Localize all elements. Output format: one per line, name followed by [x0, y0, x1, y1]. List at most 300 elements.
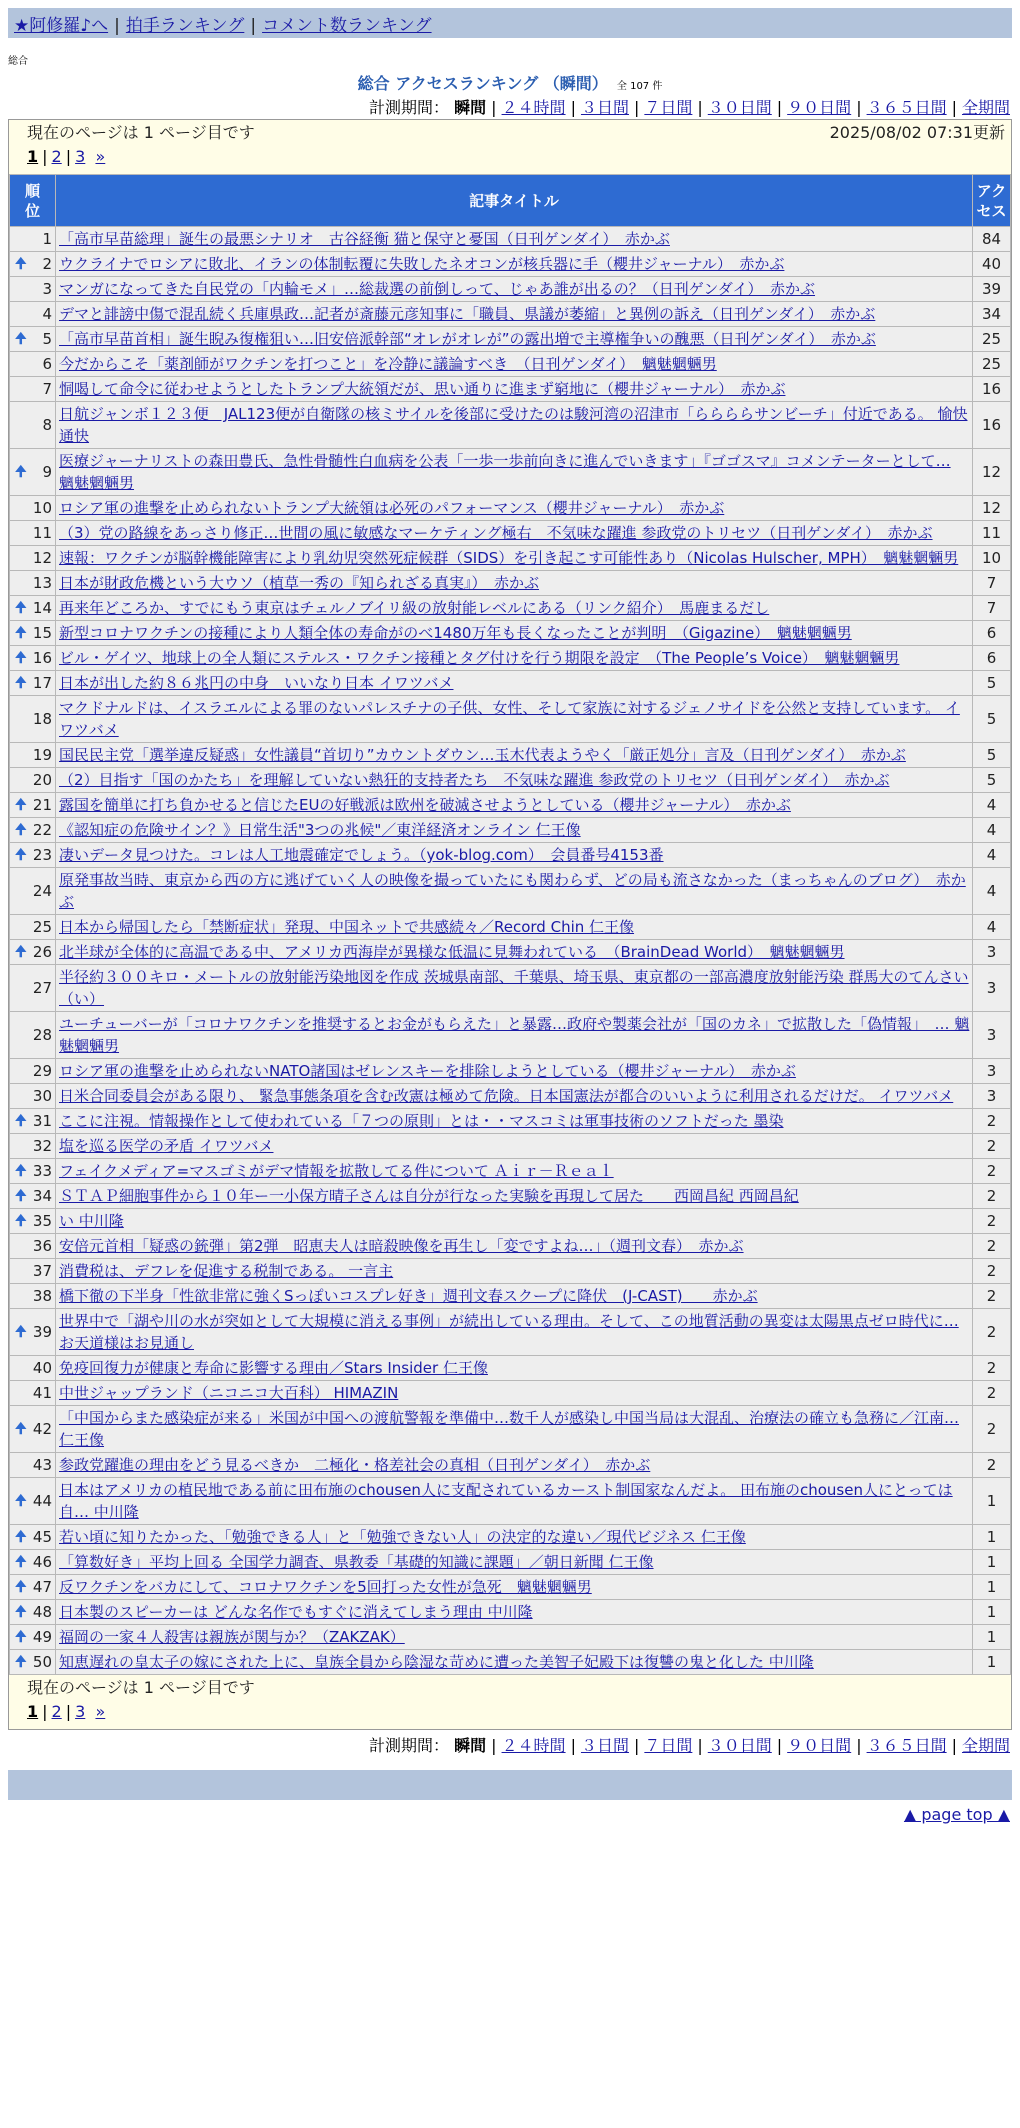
up-arrow-icon: 🠉 [15, 1554, 27, 1570]
rank-number: 33 [32, 1162, 52, 1180]
period-separator: | [776, 1736, 783, 1755]
period-30d[interactable]: ３０日間 [707, 1736, 772, 1755]
rank-cell [10, 621, 56, 646]
table-row [10, 1575, 1011, 1600]
article-link[interactable]: 日本から帰国したら「禁断症状」発現、中国ネットで共感続々／Record Chin 仁王像 [59, 918, 635, 936]
header-rank-label: 順位 [24, 181, 40, 220]
header-title: 記事タイトル [56, 175, 973, 227]
article-link[interactable]: 知恵遅れの皇太子の嫁にされた上に、皇族全員から陰湿な苛めに遭った美智子妃殿下は復讐の鬼と化した 中川隆 [59, 1653, 814, 1671]
table-row [10, 743, 1011, 768]
article-link[interactable]: 反ワクチンをバカにして、コロナワクチンを5回打った女性が急死 魑魅魍魎男 [59, 1578, 592, 1596]
up-arrow-icon: 🠉 [15, 822, 27, 838]
access-count: 3 [973, 1012, 1011, 1059]
pager-separator: | [42, 147, 48, 166]
article-link[interactable]: 消費税は、デフレを促進する税制である。 一言主 [59, 1262, 394, 1280]
rank-cell [10, 743, 56, 768]
table-row [10, 940, 1011, 965]
pager-current: 1 [27, 147, 39, 166]
table-row [10, 302, 1011, 327]
access-count: 4 [973, 915, 1011, 940]
period-24h[interactable]: ２４時間 [501, 1736, 566, 1755]
article-link[interactable]: 今だからこそ「薬剤師がワクチンを打つこと」を冷静に議論すべき （日刊ゲンダイ） 魑魅魍魎男 [59, 355, 717, 373]
title-cell [56, 1381, 973, 1406]
table-row [10, 1309, 1011, 1356]
rank-number: 47 [32, 1578, 52, 1596]
up-arrow-icon: 🠉 [15, 797, 27, 813]
rank-number: 43 [32, 1456, 52, 1474]
table-row [10, 1134, 1011, 1159]
ranking-table [9, 174, 1011, 1675]
table-row [10, 1550, 1011, 1575]
period-365d[interactable]: ３６５日間 [866, 1736, 947, 1755]
period-365d[interactable]: ３６５日間 [866, 98, 947, 117]
title-cell [56, 1600, 973, 1625]
table-row [10, 965, 1011, 1012]
rank-number: 10 [32, 499, 52, 517]
article-link[interactable]: （2）目指す「国のかたち」を理解していない熱狂的支持者たち 不気味な躍進 参政党のトリセツ（日刊ゲンダイ） 赤かぶ [59, 771, 890, 789]
article-link[interactable]: 橋下徹の下半身「性欲非常に強くSっぽいコスプレ好き」週刊文春スクープに降伏 (J-CAST) 赤かぶ [59, 1287, 758, 1305]
rank-cell [10, 402, 56, 449]
table-row [10, 915, 1011, 940]
article-link[interactable]: 参政党躍進の理由をどう見るべきか 二極化・格差社会の真相（日刊ゲンダイ） 赤かぶ [59, 1456, 651, 1474]
title-cell [56, 496, 973, 521]
rank-number: 22 [32, 821, 52, 839]
title-cell [56, 1356, 973, 1381]
article-link[interactable]: 国民民主党「選挙違反疑惑」女性議員“首切り”カウントダウン…玉木代表ようやく「厳正処分」言及（日刊ゲンダイ） 赤かぶ [59, 746, 906, 764]
article-link[interactable]: 日本製のスピーカーは どんな名作でもすぐに消えてしまう理由 中川隆 [59, 1603, 533, 1621]
access-count: 1 [973, 1575, 1011, 1600]
access-count: 40 [973, 252, 1011, 277]
table-row [10, 1234, 1011, 1259]
rank-cell [10, 965, 56, 1012]
rank-number: 16 [32, 649, 52, 667]
rank-number: 21 [32, 796, 52, 814]
rank-number: 44 [32, 1492, 52, 1510]
pager-bottom [27, 1699, 1003, 1725]
article-link[interactable]: 免疫回復力が健康と寿命に影響する理由／Stars Insider 仁王像 [59, 1359, 488, 1377]
access-count: 16 [973, 377, 1011, 402]
rank-cell [10, 1550, 56, 1575]
clap-ranking-link[interactable]: 拍手ランキング [125, 16, 245, 36]
title-cell [56, 521, 973, 546]
rank-cell [10, 377, 56, 402]
article-link[interactable]: マンガになってきた自民党の「内輪モメ」…総裁選の前倒しって、じゃあ誰が出るの？（日刊ゲンダイ） 赤かぶ [59, 280, 816, 298]
period-all[interactable]: 全期間 [961, 1736, 1010, 1755]
title-cell [56, 1525, 973, 1550]
comment-ranking-link[interactable]: コメント数ランキング [262, 16, 432, 36]
rank-cell [10, 1381, 56, 1406]
rank-cell [10, 1600, 56, 1625]
access-count: 7 [973, 571, 1011, 596]
access-count: 2 [973, 1406, 1011, 1453]
table-row [10, 1084, 1011, 1109]
access-count: 10 [973, 546, 1011, 571]
access-count: 2 [973, 1209, 1011, 1234]
rank-cell [10, 1084, 56, 1109]
period-current: 瞬間 [454, 1736, 487, 1755]
article-link[interactable]: 恫喝して命令に従わせようとしたトランプ大統領だが、思い通りに進まず窮地に（櫻井ジャーナル） 赤かぶ [59, 380, 786, 398]
access-count: 2 [973, 1381, 1011, 1406]
title-cell [56, 915, 973, 940]
article-link[interactable]: （3）党の路線をあっさり修正…世間の風に敏感なマーケティング極右 不気味な躍進 参政党のトリセツ（日刊ゲンダイ） 赤かぶ [59, 524, 933, 542]
rank-number: 20 [32, 771, 52, 789]
rank-cell [10, 252, 56, 277]
rank-number: 34 [32, 1187, 52, 1205]
table-row [10, 1453, 1011, 1478]
access-count: 6 [973, 646, 1011, 671]
access-count: 25 [973, 327, 1011, 352]
title-cell [56, 1234, 973, 1259]
rank-number: 3 [42, 280, 52, 298]
article-link[interactable]: ウクライナでロシアに敗北、イランの体制転覆に失敗したネオコンが核兵器に手（櫻井ジャーナル） 赤かぶ [59, 255, 785, 273]
period-7d[interactable]: ７日間 [644, 98, 693, 117]
pager-page-3[interactable]: 3 [75, 147, 86, 166]
period-current: 瞬間 [454, 98, 487, 117]
article-link[interactable]: 日本はアメリカの植民地である前に田布施のchousen人に支配されているカースト制国家なんだよ。 田布施のchousen人にとっては自… 中川隆 [59, 1481, 953, 1521]
access-count: 6 [973, 621, 1011, 646]
access-count: 1 [973, 1550, 1011, 1575]
title-cell [56, 671, 973, 696]
access-count: 2 [973, 1309, 1011, 1356]
table-row [10, 1600, 1011, 1625]
article-link[interactable]: 露国を簡単に打ち負かせると信じたEUの好戦派は欧州を破滅させようとしている（櫻井ジャーナル） 赤かぶ [59, 796, 791, 814]
article-link[interactable]: 中世ジャップランド（ニコニコ大百科） HIMAZIN [59, 1384, 399, 1402]
article-link[interactable]: 福岡の一家４人殺害は親族が関与か？（ZAKZAK） [59, 1628, 405, 1646]
article-link[interactable]: 日本が財政危機という大ウソ（植草一秀の『知られざる真実』） 赤かぶ [59, 574, 540, 592]
up-arrow-icon: 🠉 [15, 1324, 27, 1340]
updated-timestamp: 2025/08/02 07:31更新 [829, 123, 1005, 142]
table-row [10, 352, 1011, 377]
article-link[interactable]: 若い頃に知りたかった、「勉強できる人」と「勉強できない人」の決定的な違い／現代ビジネス 仁王像 [59, 1528, 746, 1546]
ranking-table-body [10, 227, 1011, 1675]
table-row [10, 449, 1011, 496]
title-cell [56, 402, 973, 449]
period-3d[interactable]: ３日間 [580, 98, 629, 117]
up-arrow-icon: 🠉 [15, 464, 27, 480]
table-row [10, 1209, 1011, 1234]
title-cell [56, 768, 973, 793]
table-row [10, 1525, 1011, 1550]
rank-number: 8 [42, 416, 52, 434]
article-link[interactable]: デマと誹謗中傷で混乱続く兵庫県政…記者が斎藤元彦知事に「職員、県議が萎縮」と異例の訴え（日刊ゲンダイ） 赤かぶ [59, 305, 876, 323]
article-link[interactable]: ユーチューバーが「コロナワクチンを推奨するとお金がもらえた」と暴露…政府や製薬会社が「国のカネ」で拡散した「偽情報」 … 魑魅魍魎男 [59, 1015, 970, 1055]
access-count: 1 [973, 1600, 1011, 1625]
page-top-container [0, 1800, 1020, 1830]
article-link[interactable]: ロシア軍の進撃を止められないNATO諸国はゼレンスキーを排除しようとしている（櫻井ジャーナル） 赤かぶ [59, 1062, 796, 1080]
period-separator: | [570, 1736, 576, 1755]
table-row [10, 596, 1011, 621]
title-cell [56, 1453, 973, 1478]
table-row [10, 868, 1011, 915]
title-cell [56, 940, 973, 965]
table-row [10, 377, 1011, 402]
rank-cell [10, 1625, 56, 1650]
article-link[interactable]: ＳＴＡＰ細胞事件から１０年ー一小保方晴子さんは自分が行なった実験を再現して居た 西岡昌紀 西岡昌紀 [59, 1187, 799, 1205]
rank-number: 25 [32, 918, 52, 936]
period-separator: | [856, 1736, 862, 1755]
access-count: 3 [973, 940, 1011, 965]
page-info-bottom [9, 1675, 1011, 1729]
table-row [10, 1184, 1011, 1209]
rank-number: 49 [32, 1628, 52, 1646]
pager-page-2[interactable]: 2 [51, 1702, 62, 1721]
access-count: 3 [973, 1059, 1011, 1084]
rank-number: 36 [32, 1237, 52, 1255]
article-link[interactable]: 世界中で「湖や川の水が突如として大規模に消える事例」が続出している理由。そして、この地質活動の異変は太陽黒点ゼロ時代に… お天道様はお見通し [59, 1312, 959, 1352]
access-count: 84 [973, 227, 1011, 252]
up-arrow-icon: 🠉 [15, 1113, 27, 1129]
article-link[interactable]: 「高市早苗首相」誕生睨み復権狙い…旧安倍派幹部“オレがオレが”の露出増で主導権争いの醜悪（日刊ゲンダイ） 赤かぶ [59, 330, 876, 348]
article-link[interactable]: 日米合同委員会がある限り、 緊急事態条項を含む改憲は極めて危険。日本国憲法が都合のいいように利用されるだけだ。 イワツバメ [59, 1087, 954, 1105]
table-row [10, 1159, 1011, 1184]
article-link[interactable]: 「中国からまた感染症が来る」米国が中国への渡航警報を準備中…数千人が感染し中国当局は大混乱、治療法の確立も急務に／江南… 仁王像 [59, 1409, 960, 1449]
table-row [10, 227, 1011, 252]
pager-page-2[interactable]: 2 [51, 147, 62, 166]
access-count: 3 [973, 965, 1011, 1012]
title-cell [56, 1012, 973, 1059]
article-link[interactable]: マクドナルドは、イスラエルによる罪のないパレスチナの子供、女性、そして家族に対するジェノサイドを公然と支持しています。 イワツバメ [59, 699, 960, 739]
article-link[interactable]: 半径約３００キロ・メートルの放射能汚染地図を作成 茨城県南部、千葉県、埼玉県、東京都の一部高濃度放射能汚染 群馬大のてんさい（い） [59, 968, 969, 1008]
title-cell [56, 596, 973, 621]
article-link[interactable]: 塩を巡る医学の矛盾 イワツバメ [59, 1137, 274, 1155]
title-cell [56, 621, 973, 646]
rank-number: 12 [32, 549, 52, 567]
rank-number: 28 [32, 1026, 52, 1044]
article-link[interactable]: 「高市早苗総理」誕生の最悪シナリオ 古谷経衡 猫と保守と憂国（日刊ゲンダイ） 赤かぶ [59, 230, 670, 248]
pager-next[interactable]: » [95, 1702, 106, 1721]
page-title: 総合 アクセスランキング （瞬間） [357, 74, 608, 93]
rank-cell [10, 1234, 56, 1259]
title-cell [56, 646, 973, 671]
title-cell [56, 1059, 973, 1084]
table-row [10, 793, 1011, 818]
title-cell [56, 277, 973, 302]
rank-cell [10, 1453, 56, 1478]
up-arrow-icon: 🠉 [15, 944, 27, 960]
period-selector-top [0, 95, 1020, 119]
rank-number: 50 [32, 1653, 52, 1671]
table-row [10, 252, 1011, 277]
access-count: 12 [973, 496, 1011, 521]
up-arrow-icon: 🠉 [15, 650, 27, 666]
title-cell [56, 818, 973, 843]
rank-cell [10, 1478, 56, 1525]
table-row [10, 1059, 1011, 1084]
up-arrow-icon: 🠉 [15, 1188, 27, 1204]
period-separator: | [856, 98, 862, 117]
article-link[interactable]: 再来年どころか、すでにもう東京はチェルノブイリ級の放射能レベルにある（リンク紹介） 馬鹿まるだし [59, 599, 770, 617]
up-arrow-icon: 🠉 [15, 1629, 27, 1645]
article-link[interactable]: フェイクメディア=マスゴミがデマ情報を拡散してる件について Ａｉｒ－Ｒｅａｌ [59, 1162, 614, 1180]
period-3d[interactable]: ３日間 [580, 1736, 629, 1755]
table-row [10, 521, 1011, 546]
table-row [10, 496, 1011, 521]
table-row [10, 1259, 1011, 1284]
article-link[interactable]: ここに注視。情報操作として使われている「７つの原則」とは・・マスコミは軍事技術のソフトだった 墨染 [59, 1112, 784, 1130]
access-count: 2 [973, 1259, 1011, 1284]
access-count: 2 [973, 1356, 1011, 1381]
rank-number: 48 [32, 1603, 52, 1621]
article-link[interactable]: 凄いデータ見つけた。コレは人工地震確定でしょう。（yok-blog.com） 会員番号4153番 [59, 846, 664, 864]
article-link[interactable]: ロシア軍の進撃を止められないトランプ大統領は必死のパフォーマンス（櫻井ジャーナル） 赤かぶ [59, 499, 725, 517]
title-cell [56, 1209, 973, 1234]
title-cell [56, 1650, 973, 1675]
rank-cell [10, 1134, 56, 1159]
article-link[interactable]: 日本が出した約８６兆円の中身 いいなり日本 イワツバメ [59, 674, 454, 692]
article-link[interactable]: 《認知症の危険サイン？》日常生活"3つの兆候"／東洋経済オンライン 仁王像 [59, 821, 581, 839]
title-cell [56, 1184, 973, 1209]
access-count: 12 [973, 449, 1011, 496]
period-90d[interactable]: ９０日間 [787, 1736, 852, 1755]
page-status: 現在のページは 1 ページ目です [27, 123, 255, 142]
rank-cell [10, 521, 56, 546]
title-cell [56, 696, 973, 743]
title-cell [56, 327, 973, 352]
article-link[interactable]: 北半球が全体的に高温である中、アメリカ西海岸が異様な低温に見舞われている （BrainDead World） 魑魅魍魎男 [59, 943, 845, 961]
title-cell [56, 1478, 973, 1525]
period-90d[interactable]: ９０日間 [787, 98, 852, 117]
title-cell [56, 1625, 973, 1650]
rank-cell [10, 1209, 56, 1234]
article-link[interactable]: 医療ジャーナリストの森田豊氏、急性骨髄性白血病を公表「一歩一歩前向きに進んでいきます」『ゴゴスマ』コメンテーターとして… 魑魅魍魎男 [59, 452, 951, 492]
access-count: 1 [973, 1625, 1011, 1650]
period-label: 計測期間： [369, 1736, 450, 1755]
period-all[interactable]: 全期間 [961, 98, 1010, 117]
pager-next[interactable]: » [95, 147, 106, 166]
rank-cell [10, 1159, 56, 1184]
rank-cell [10, 1525, 56, 1550]
table-row [10, 768, 1011, 793]
rank-number: 9 [42, 463, 52, 481]
up-arrow-icon: 🠉 [15, 675, 27, 691]
period-separator: | [697, 1736, 703, 1755]
period-separator: | [491, 98, 497, 117]
table-row [10, 621, 1011, 646]
article-link[interactable]: ビル・ゲイツ、地球上の全人類にステルス・ワクチン接種とタグ付けを行う期限を設定 （The People’s Voice） 魑魅魍魎男 [59, 649, 900, 667]
table-header-row [10, 175, 1011, 227]
title-cell [56, 1575, 973, 1600]
page-header [0, 71, 1020, 95]
period-30d[interactable]: ３０日間 [707, 98, 772, 117]
title-cell [56, 1084, 973, 1109]
title-cell [56, 843, 973, 868]
access-count: 5 [973, 671, 1011, 696]
rank-number: 7 [42, 380, 52, 398]
title-cell [56, 965, 973, 1012]
rank-number: 14 [32, 599, 52, 617]
title-cell [56, 1406, 973, 1453]
rank-cell [10, 671, 56, 696]
title-cell [56, 352, 973, 377]
access-count: 7 [973, 596, 1011, 621]
rank-number: 13 [32, 574, 52, 592]
access-count: 34 [973, 302, 1011, 327]
pager-page-3[interactable]: 3 [75, 1702, 86, 1721]
access-count: 2 [973, 1284, 1011, 1309]
rank-cell [10, 940, 56, 965]
rank-number: 26 [32, 943, 52, 961]
access-count: 1 [973, 1650, 1011, 1675]
rank-cell [10, 277, 56, 302]
up-arrow-icon: 🠉 [15, 1529, 27, 1545]
table-row [10, 327, 1011, 352]
home-link[interactable]: ★阿修羅♪へ [14, 16, 109, 36]
rank-number: 4 [42, 305, 52, 323]
access-count: 25 [973, 352, 1011, 377]
table-row [10, 696, 1011, 743]
access-count: 16 [973, 402, 1011, 449]
ranking-box [8, 119, 1012, 1730]
rank-number: 6 [42, 355, 52, 373]
pager-separator: | [65, 1702, 72, 1721]
title-cell [56, 1550, 973, 1575]
rank-number: 29 [32, 1062, 52, 1080]
period-24h[interactable]: ２４時間 [501, 98, 566, 117]
page-status-bottom: 現在のページは 1 ページ目です [27, 1678, 255, 1697]
article-link[interactable]: 安倍元首相「疑惑の銃弾」第2弾 昭恵夫人は暗殺映像を再生し「変ですよね…」（週刊文春） 赤かぶ [59, 1237, 744, 1255]
table-row [10, 646, 1011, 671]
access-count: 4 [973, 818, 1011, 843]
rank-cell [10, 843, 56, 868]
title-cell [56, 546, 973, 571]
article-link[interactable]: 新型コロナワクチンの接種により人類全体の寿命がのべ1480万年も長くなったことが判明 （Gigazine） 魑魅魍魎男 [59, 624, 852, 642]
rank-cell [10, 646, 56, 671]
table-row [10, 1478, 1011, 1525]
up-arrow-icon: 🠉 [15, 847, 27, 863]
rank-cell [10, 696, 56, 743]
table-row [10, 843, 1011, 868]
access-count: 3 [973, 1084, 1011, 1109]
pager-separator: | [65, 147, 72, 166]
title-cell [56, 868, 973, 915]
top-nav-bar [8, 8, 1012, 38]
period-7d[interactable]: ７日間 [644, 1736, 693, 1755]
article-link[interactable]: 「算数好き」平均上回る 全国学力調査、県教委「基礎的知識に課題」／朝日新聞 仁王像 [59, 1553, 654, 1571]
table-row [10, 818, 1011, 843]
rank-cell [10, 1650, 56, 1675]
rank-cell [10, 1109, 56, 1134]
period-separator: | [776, 98, 783, 117]
title-cell [56, 1309, 973, 1356]
up-arrow-icon: 🠉 [15, 600, 27, 616]
period-separator: | [491, 1736, 497, 1755]
access-count: 2 [973, 1184, 1011, 1209]
category-label: 総合 [8, 56, 28, 67]
access-count: 4 [973, 843, 1011, 868]
up-arrow-icon: 🠉 [15, 1493, 27, 1509]
rank-number: 32 [32, 1137, 52, 1155]
up-arrow-icon: 🠉 [15, 625, 27, 641]
title-cell [56, 302, 973, 327]
article-link[interactable]: 速報：ワクチンが脳幹機能障害により乳幼児突然死症候群（SIDS）を引き起こす可能性あり（Nicolas Hulscher, MPH） 魑魅魍魎男 [59, 549, 959, 567]
pager-separator: | [42, 1702, 48, 1721]
rank-number: 41 [32, 1384, 52, 1402]
title-cell [56, 227, 973, 252]
period-separator: | [570, 98, 576, 117]
table-row [10, 546, 1011, 571]
rank-cell [10, 868, 56, 915]
article-link[interactable]: 原発事故当時、東京から西の方に逃げていく人の映像を撮っていたにも関わらず、どの局も流さなかった（まっちゃんのブログ） 赤かぶ [59, 871, 966, 911]
rank-cell [10, 449, 56, 496]
header-access [973, 175, 1011, 227]
page-top-link[interactable]: ▲ page top ▲ [903, 1805, 1010, 1824]
rank-cell [10, 793, 56, 818]
rank-cell [10, 327, 56, 352]
nav-separator: | [114, 16, 120, 36]
table-row [10, 671, 1011, 696]
article-link[interactable]: い 中川隆 [59, 1212, 124, 1230]
article-link[interactable]: 日航ジャンボ１２３便 JAL123便が自衛隊の核ミサイルを後部に受けたのは駿河湾の沼津市「ららららサンビーチ」付近である。 愉快通快 [59, 405, 968, 445]
